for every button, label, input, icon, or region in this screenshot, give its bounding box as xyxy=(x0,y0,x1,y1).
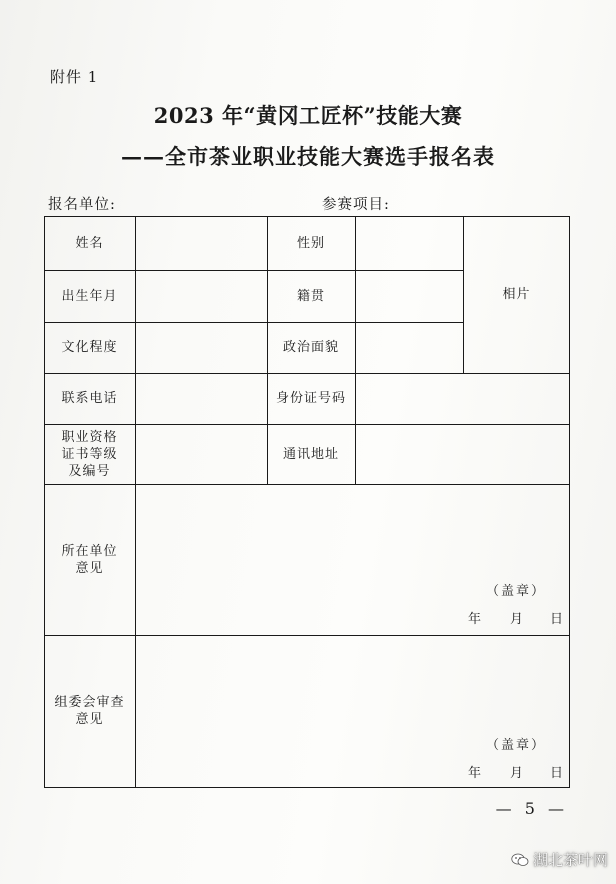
wechat-icon xyxy=(511,853,529,867)
unit-opinion-field[interactable] xyxy=(136,484,569,635)
education-label: 文化程度 xyxy=(61,340,118,355)
committee-opinion-label xyxy=(44,635,135,787)
certificate-label-line2: 证书等级 xyxy=(61,446,118,462)
name-label: 姓名 xyxy=(75,235,104,251)
photo-label: 相片 xyxy=(502,287,531,302)
committee-stamp-label: （盖章） xyxy=(486,738,547,753)
document-title: 2023 年“黄冈工匠杯”技能大赛 xyxy=(153,103,463,128)
page-number-text: — 5 — xyxy=(495,799,568,818)
gender-field[interactable] xyxy=(356,216,463,270)
applicant-unit-label: 报名单位: xyxy=(48,197,116,213)
event-item-label: 参赛项目: xyxy=(322,197,390,213)
address-label: 通讯地址 xyxy=(282,446,339,462)
certificate-field[interactable] xyxy=(136,424,267,484)
education-field[interactable] xyxy=(136,322,267,373)
committee-opinion-label-line1: 组委会审查 xyxy=(54,695,125,710)
origin-label: 籍贯 xyxy=(296,288,325,304)
name-field[interactable] xyxy=(136,216,267,270)
photo-box[interactable] xyxy=(464,216,569,373)
page-number xyxy=(0,799,616,818)
unit-opinion-label-line1: 所在单位 xyxy=(61,543,118,559)
unit-year-label: 年 xyxy=(468,612,482,627)
birth-label: 出生年月 xyxy=(61,288,118,304)
address-field[interactable] xyxy=(356,424,569,484)
watermark-text: 湖北茶叶网 xyxy=(532,851,608,869)
gender-label: 性别 xyxy=(296,235,325,251)
phone-field[interactable] xyxy=(136,373,267,424)
unit-opinion-label xyxy=(44,484,135,635)
id-number-field[interactable] xyxy=(356,373,569,424)
committee-opinion-label-line2: 意见 xyxy=(75,712,104,727)
watermark xyxy=(511,849,608,870)
committee-opinion-field[interactable] xyxy=(136,635,569,787)
id-number-label: 身份证号码 xyxy=(275,391,346,406)
unit-opinion-label-line2: 意见 xyxy=(75,560,104,576)
birth-field[interactable] xyxy=(136,270,267,322)
unit-day-label: 日 xyxy=(550,612,564,627)
committee-day-label: 日 xyxy=(550,766,564,781)
table-border-right xyxy=(569,216,570,788)
committee-month-label: 月 xyxy=(510,766,524,781)
political-field[interactable] xyxy=(356,322,463,373)
attachment-label: 附件 1 xyxy=(50,68,99,86)
table-border-bottom xyxy=(44,787,570,788)
origin-field[interactable] xyxy=(356,270,463,322)
committee-year-label: 年 xyxy=(468,766,482,781)
phone-label: 联系电话 xyxy=(61,391,118,406)
certificate-label-line3: 及编号 xyxy=(68,463,111,479)
document-subtitle: ——全市茶业职业技能大赛选手报名表 xyxy=(121,144,495,169)
certificate-label-line1: 职业资格 xyxy=(61,429,118,445)
unit-stamp-label: （盖章） xyxy=(486,584,547,599)
registration-form-table xyxy=(44,216,570,788)
certificate-label xyxy=(44,424,135,484)
political-label: 政治面貌 xyxy=(282,340,339,355)
unit-month-label: 月 xyxy=(510,612,524,627)
